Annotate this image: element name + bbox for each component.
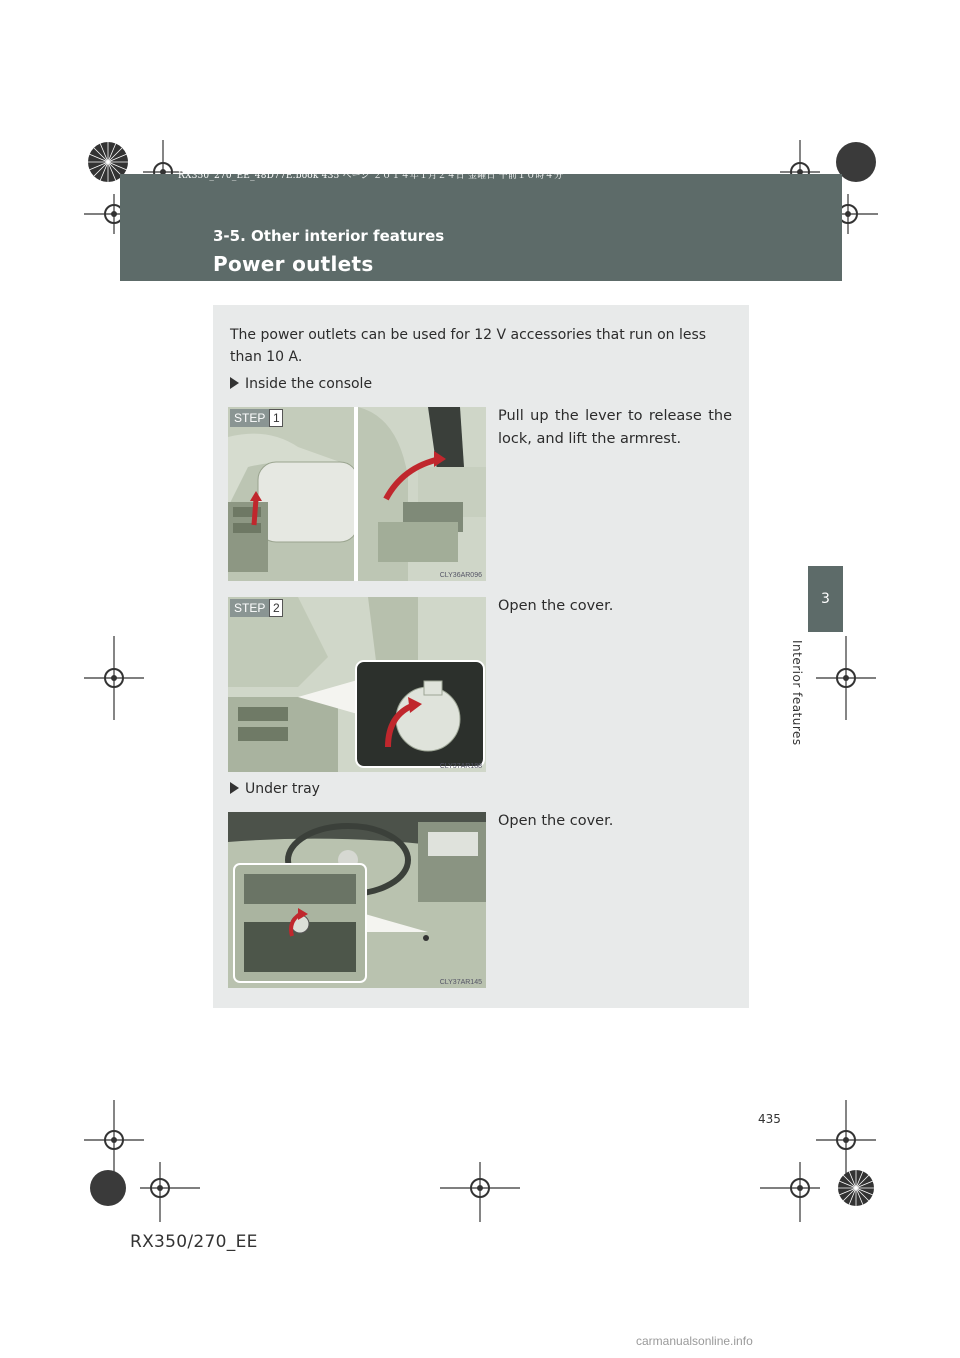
model-label: RX350/270_EE (130, 1232, 258, 1252)
watermark: carmanualsonline.info (636, 1334, 753, 1348)
console-heading-text: Inside the console (245, 376, 373, 392)
tray-heading (230, 781, 320, 797)
triangle-bullet-icon (230, 377, 239, 389)
crosshair-icon (140, 1162, 200, 1222)
crosshair-icon (440, 1162, 520, 1222)
step2-text: Open the cover. (498, 598, 614, 614)
image-code: CLY37AR188 (439, 763, 482, 770)
book-info-line: RX350_270_EE_48D77E.book 435 ページ ２０１４年１月２４日 金曜日 午前１０時４分 (178, 171, 564, 181)
triangle-bullet-icon (230, 782, 239, 794)
tray-heading-text: Under tray (245, 781, 320, 797)
crosshair-icon (760, 1162, 820, 1222)
intro-text: The power outlets can be used for 12 V accessories that run on less than 10 A. (230, 327, 707, 365)
section-label: 3-5. Other interior features (213, 227, 445, 245)
step2-badge: STEP 2 (230, 599, 283, 617)
step1-text: Pull up the lever to release the lock, and lift the armrest. (498, 408, 732, 447)
chapter-label: Interior features (790, 640, 804, 746)
step2-illustration (228, 597, 486, 772)
chapter-tab: 3 (808, 566, 843, 632)
step1-illustration (228, 407, 486, 581)
image-code: CLY37AR145 (439, 979, 482, 986)
page-title: Power outlets (213, 252, 374, 276)
step1-badge: STEP 1 (230, 409, 283, 427)
crosshair-icon (84, 636, 144, 720)
tray-text: Open the cover. (498, 813, 614, 829)
tray-illustration (228, 812, 486, 988)
console-heading (230, 376, 372, 392)
page-number: 435 (758, 1112, 781, 1126)
crosshair-icon (816, 636, 876, 720)
registration-solid-circle-icon (88, 1168, 128, 1208)
registration-sunburst-icon (836, 1168, 876, 1208)
image-code: CLY36AR096 (439, 572, 482, 579)
